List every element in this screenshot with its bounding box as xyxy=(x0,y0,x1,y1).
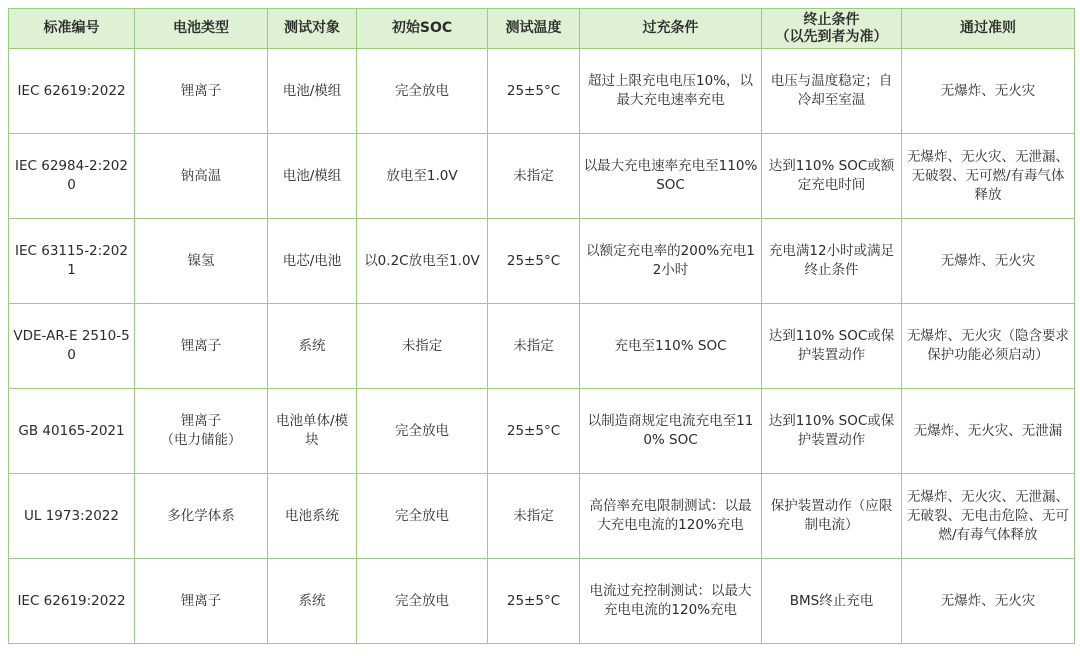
cell-test-temperature: 未指定 xyxy=(488,304,580,389)
cell-test-temperature: 未指定 xyxy=(488,134,580,219)
cell-initial-soc: 完全放电 xyxy=(357,474,488,559)
table-row xyxy=(9,134,1075,219)
header-overcharge-condition: 过充条件 xyxy=(580,9,762,49)
cell-test-temperature: 25±5°C xyxy=(488,49,580,134)
cell-test-object: 电池单体/模块 xyxy=(268,389,357,474)
cell-initial-soc: 完全放电 xyxy=(357,559,488,644)
cell-termination-condition: 达到110% SOC或额定充电时间 xyxy=(762,134,902,219)
cell-battery-type: 钠高温 xyxy=(135,134,268,219)
cell-overcharge-condition: 电流过充控制测试：以最大充电电流的120%充电 xyxy=(580,559,762,644)
cell-overcharge-condition: 以额定充电率的200%充电12小时 xyxy=(580,219,762,304)
cell-pass-criteria: 无爆炸、无火灾 xyxy=(902,219,1075,304)
overcharge-standards-table xyxy=(8,8,1075,644)
cell-test-object: 电池系统 xyxy=(268,474,357,559)
cell-overcharge-condition: 以最大充电速率充电至110% SOC xyxy=(580,134,762,219)
cell-test-object: 系统 xyxy=(268,304,357,389)
table-row xyxy=(9,474,1075,559)
header-pass-criteria: 通过准则 xyxy=(902,9,1075,49)
cell-standard-no: IEC 62619:2022 xyxy=(9,49,135,134)
cell-termination-condition: BMS终止充电 xyxy=(762,559,902,644)
cell-test-object: 电池/模组 xyxy=(268,49,357,134)
cell-standard-no: IEC 63115-2:2021 xyxy=(9,219,135,304)
table-row xyxy=(9,219,1075,304)
cell-test-temperature: 25±5°C xyxy=(488,559,580,644)
cell-overcharge-condition: 充电至110% SOC xyxy=(580,304,762,389)
table-row xyxy=(9,389,1075,474)
cell-test-temperature: 25±5°C xyxy=(488,219,580,304)
cell-standard-no: UL 1973:2022 xyxy=(9,474,135,559)
cell-termination-condition: 保护装置动作（应限制电流） xyxy=(762,474,902,559)
cell-battery-type: 多化学体系 xyxy=(135,474,268,559)
table-row xyxy=(9,559,1075,644)
cell-test-object: 电芯/电池 xyxy=(268,219,357,304)
cell-pass-criteria: 无爆炸、无火灾 xyxy=(902,559,1075,644)
cell-initial-soc: 未指定 xyxy=(357,304,488,389)
cell-battery-type: 镍氢 xyxy=(135,219,268,304)
cell-termination-condition: 达到110% SOC或保护装置动作 xyxy=(762,389,902,474)
cell-pass-criteria: 无爆炸、无火灾（隐含要求保护功能必须启动） xyxy=(902,304,1075,389)
cell-standard-no: IEC 62619:2022 xyxy=(9,559,135,644)
cell-battery-type: 锂离子 xyxy=(135,304,268,389)
table-header-row xyxy=(9,9,1075,49)
cell-test-temperature: 25±5°C xyxy=(488,389,580,474)
header-battery-type: 电池类型 xyxy=(135,9,268,49)
cell-overcharge-condition: 高倍率充电限制测试：以最大充电电流的120%充电 xyxy=(580,474,762,559)
table-row xyxy=(9,304,1075,389)
cell-standard-no: GB 40165-2021 xyxy=(9,389,135,474)
cell-termination-condition: 充电满12小时或满足终止条件 xyxy=(762,219,902,304)
cell-pass-criteria: 无爆炸、无火灾、无泄漏、无破裂、无可燃/有毒气体释放 xyxy=(902,134,1075,219)
cell-battery-type: 锂离子 xyxy=(135,49,268,134)
header-test-object: 测试对象 xyxy=(268,9,357,49)
cell-initial-soc: 完全放电 xyxy=(357,49,488,134)
cell-overcharge-condition: 超过上限充电电压10%，以最大充电速率充电 xyxy=(580,49,762,134)
header-termination-condition: 终止条件 （以先到者为准） xyxy=(762,9,902,49)
cell-test-temperature: 未指定 xyxy=(488,474,580,559)
cell-standard-no: VDE-AR-E 2510-50 xyxy=(9,304,135,389)
cell-pass-criteria: 无爆炸、无火灾 xyxy=(902,49,1075,134)
cell-overcharge-condition: 以制造商规定电流充电至110% SOC xyxy=(580,389,762,474)
cell-initial-soc: 完全放电 xyxy=(357,389,488,474)
header-standard-no: 标准编号 xyxy=(9,9,135,49)
cell-battery-type: 锂离子 （电力储能） xyxy=(135,389,268,474)
cell-pass-criteria: 无爆炸、无火灾、无泄漏 xyxy=(902,389,1075,474)
cell-termination-condition: 电压与温度稳定；自冷却至室温 xyxy=(762,49,902,134)
cell-termination-condition: 达到110% SOC或保护装置动作 xyxy=(762,304,902,389)
cell-initial-soc: 放电至1.0V xyxy=(357,134,488,219)
cell-initial-soc: 以0.2C放电至1.0V xyxy=(357,219,488,304)
cell-test-object: 系统 xyxy=(268,559,357,644)
header-test-temperature: 测试温度 xyxy=(488,9,580,49)
cell-standard-no: IEC 62984-2:2020 xyxy=(9,134,135,219)
cell-test-object: 电池/模组 xyxy=(268,134,357,219)
cell-pass-criteria: 无爆炸、无火灾、无泄漏、无破裂、无电击危险、无可燃/有毒气体释放 xyxy=(902,474,1075,559)
header-initial-soc: 初始SOC xyxy=(357,9,488,49)
table-row xyxy=(9,49,1075,134)
cell-battery-type: 锂离子 xyxy=(135,559,268,644)
